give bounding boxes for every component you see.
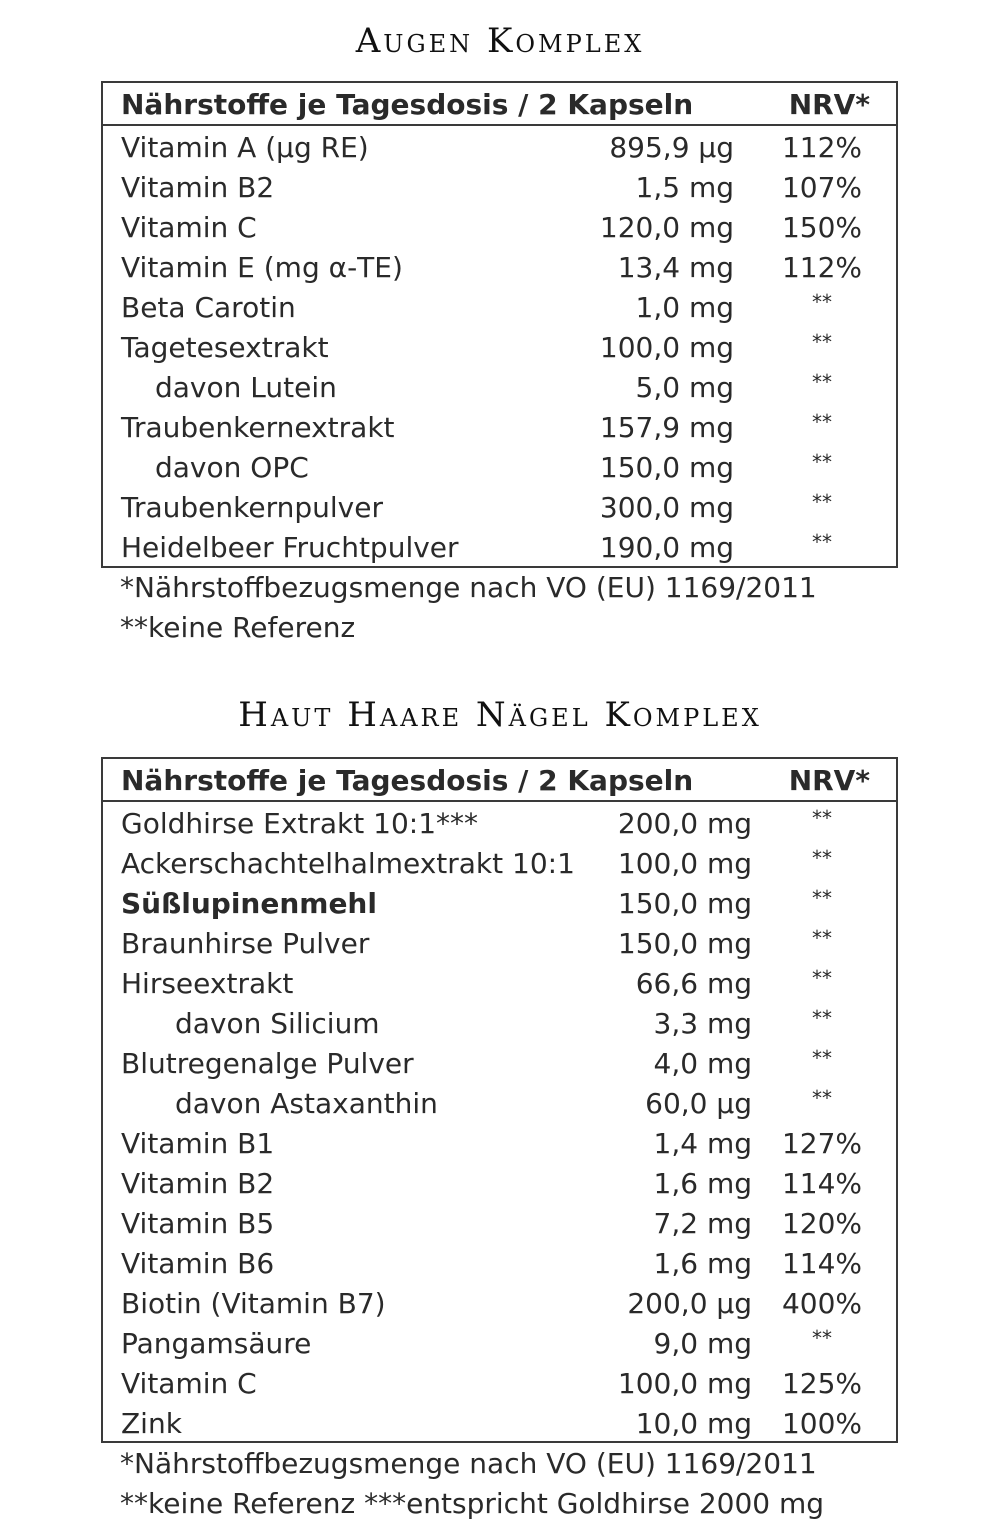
table-row	[103, 1204, 896, 1244]
nutrient-name: davon Lutein	[155, 371, 337, 404]
footnote-no-reference-goldhirse: **keine Referenz ***entspricht Goldhirse 2000 mg	[120, 1487, 825, 1520]
nutrient-nrv: 127%	[781, 1127, 863, 1160]
nutrient-name: Vitamin B6	[121, 1247, 275, 1280]
nutrient-name: Vitamin B2	[121, 1167, 275, 1200]
table-body	[103, 128, 896, 568]
nutrient-amount: 100,0 mg	[617, 847, 752, 880]
table-row	[103, 1324, 896, 1364]
table-row	[103, 924, 896, 964]
nutrient-amount: 60,0 µg	[645, 1087, 752, 1120]
nutrient-name: Beta Carotin	[121, 291, 296, 324]
nutrient-nrv: 112%	[781, 131, 863, 164]
nutrient-nrv: **	[812, 1326, 832, 1350]
nutrient-name: davon OPC	[155, 451, 309, 484]
nutrient-name: Zink	[121, 1407, 182, 1440]
section-title-augen: Augen Komplex	[355, 21, 645, 61]
table-row	[103, 448, 896, 488]
nutrient-amount: 7,2 mg	[653, 1207, 752, 1240]
nutrient-amount: 150,0 mg	[617, 887, 752, 920]
nutrient-nrv: **	[812, 806, 832, 830]
nutrient-name: Biotin (Vitamin B7)	[121, 1287, 386, 1320]
header-nrv-label: NRV*	[788, 88, 870, 121]
table-row	[103, 288, 896, 328]
nutrient-name: Heidelbeer Fruchtpulver	[121, 531, 459, 564]
nutrient-amount: 5,0 mg	[635, 371, 734, 404]
nutrient-amount: 66,6 mg	[635, 967, 752, 1000]
nutrient-name: Traubenkernextrakt	[121, 411, 395, 444]
nutrient-table-haut-haare-naegel	[101, 757, 898, 1443]
nutrient-amount: 150,0 mg	[599, 451, 734, 484]
nutrient-nrv: 120%	[781, 1207, 863, 1240]
nutrient-nrv: 114%	[781, 1247, 863, 1280]
nutrient-nrv: 112%	[781, 251, 863, 284]
nutrient-nrv: **	[812, 846, 832, 870]
nutrient-name: Tagetesextrakt	[121, 331, 329, 364]
section-title-haut-haare-naegel: Haut Haare Nägel Komplex	[238, 695, 762, 735]
table-row	[103, 128, 896, 168]
nutrient-name: davon Silicium	[175, 1007, 380, 1040]
nutrient-amount: 200,0 mg	[617, 807, 752, 840]
table-row	[103, 1044, 896, 1084]
nutrient-amount: 13,4 mg	[617, 251, 734, 284]
nutrient-nrv: **	[812, 530, 832, 554]
nutrient-nrv: **	[812, 1006, 832, 1030]
nutrient-nrv: **	[812, 330, 832, 354]
header-nutrients-label: Nährstoffe je Tagesdosis / 2 Kapseln	[121, 764, 694, 797]
table-row	[103, 488, 896, 528]
nutrient-amount: 1,4 mg	[653, 1127, 752, 1160]
nutrient-nrv: **	[812, 926, 832, 950]
nutrient-amount: 3,3 mg	[653, 1007, 752, 1040]
footnote-nrv: *Nährstoffbezugsmenge nach VO (EU) 1169/2011	[120, 571, 817, 604]
table-row	[103, 248, 896, 288]
nutrient-nrv: 107%	[781, 171, 863, 204]
nutrient-amount: 1,0 mg	[635, 291, 734, 324]
table-row	[103, 1404, 896, 1444]
nutrient-name: Goldhirse Extrakt 10:1***	[121, 807, 479, 840]
nutrient-name: Vitamin C	[121, 211, 257, 244]
nutrient-name: Traubenkernpulver	[121, 491, 383, 524]
table-row	[103, 884, 896, 924]
table-row	[103, 1004, 896, 1044]
nutrient-name: Vitamin B5	[121, 1207, 275, 1240]
nutrient-amount: 100,0 mg	[599, 331, 734, 364]
nutrient-name: Vitamin C	[121, 1367, 257, 1400]
nutrient-amount: 9,0 mg	[653, 1327, 752, 1360]
nutrient-name: Vitamin A (µg RE)	[121, 131, 369, 164]
table-row	[103, 408, 896, 448]
footnote-nrv: *Nährstoffbezugsmenge nach VO (EU) 1169/2011	[120, 1447, 817, 1480]
table-row	[103, 168, 896, 208]
header-nutrients-label: Nährstoffe je Tagesdosis / 2 Kapseln	[121, 88, 694, 121]
table-row	[103, 844, 896, 884]
nutrient-amount: 1,6 mg	[653, 1167, 752, 1200]
nutrient-nrv: **	[812, 410, 832, 434]
nutrient-nrv: **	[812, 370, 832, 394]
nutrient-amount: 4,0 mg	[653, 1047, 752, 1080]
nutrient-nrv: **	[812, 886, 832, 910]
nutrient-amount: 200,0 µg	[627, 1287, 752, 1320]
table-row	[103, 1124, 896, 1164]
nutrient-amount: 1,6 mg	[653, 1247, 752, 1280]
nutrient-name: Hirseextrakt	[121, 967, 294, 1000]
nutrient-amount: 150,0 mg	[617, 927, 752, 960]
nutrient-nrv: **	[812, 290, 832, 314]
table-row	[103, 804, 896, 844]
nutrient-nrv: **	[812, 1086, 832, 1110]
table-row	[103, 528, 896, 568]
nutrient-name: Vitamin B2	[121, 171, 275, 204]
nutrient-table-augen	[101, 81, 898, 568]
table-row	[103, 1364, 896, 1404]
table-header	[103, 83, 896, 126]
table-row	[103, 208, 896, 248]
nutrient-nrv: 125%	[781, 1367, 863, 1400]
table-header	[103, 759, 896, 802]
nutrient-nrv: 100%	[781, 1407, 863, 1440]
nutrient-name: Süßlupinenmehl	[121, 887, 377, 920]
nutrient-nrv: **	[812, 450, 832, 474]
header-nrv-label: NRV*	[788, 764, 870, 797]
table-row	[103, 368, 896, 408]
nutrient-nrv: 150%	[781, 211, 863, 244]
nutrient-amount: 100,0 mg	[617, 1367, 752, 1400]
table-row	[103, 964, 896, 1004]
table-row	[103, 328, 896, 368]
nutrient-amount: 1,5 mg	[635, 171, 734, 204]
nutrient-name: Vitamin B1	[121, 1127, 275, 1160]
footnote-no-reference: **keine Referenz	[120, 611, 356, 644]
nutrient-name: Blutregenalge Pulver	[121, 1047, 414, 1080]
nutrient-nrv: **	[812, 1046, 832, 1070]
nutrient-amount: 895,9 µg	[609, 131, 734, 164]
table-row	[103, 1084, 896, 1124]
nutrient-amount: 300,0 mg	[599, 491, 734, 524]
nutrient-name: Braunhirse Pulver	[121, 927, 370, 960]
nutrient-nrv: 400%	[781, 1287, 863, 1320]
nutrient-amount: 10,0 mg	[635, 1407, 752, 1440]
table-row	[103, 1284, 896, 1324]
nutrient-amount: 190,0 mg	[599, 531, 734, 564]
nutrient-amount: 120,0 mg	[599, 211, 734, 244]
nutrient-nrv: **	[812, 490, 832, 514]
table-row	[103, 1164, 896, 1204]
nutrient-name: Vitamin E (mg α-TE)	[121, 251, 403, 284]
table-row	[103, 1244, 896, 1284]
nutrient-nrv: **	[812, 966, 832, 990]
nutrient-amount: 157,9 mg	[599, 411, 734, 444]
nutrient-name: Ackerschachtelhalmextrakt 10:1	[121, 847, 575, 880]
table-body	[103, 804, 896, 1444]
nutrient-nrv: 114%	[781, 1167, 863, 1200]
nutrient-name: Pangamsäure	[121, 1327, 312, 1360]
nutrient-name: davon Astaxanthin	[175, 1087, 438, 1120]
